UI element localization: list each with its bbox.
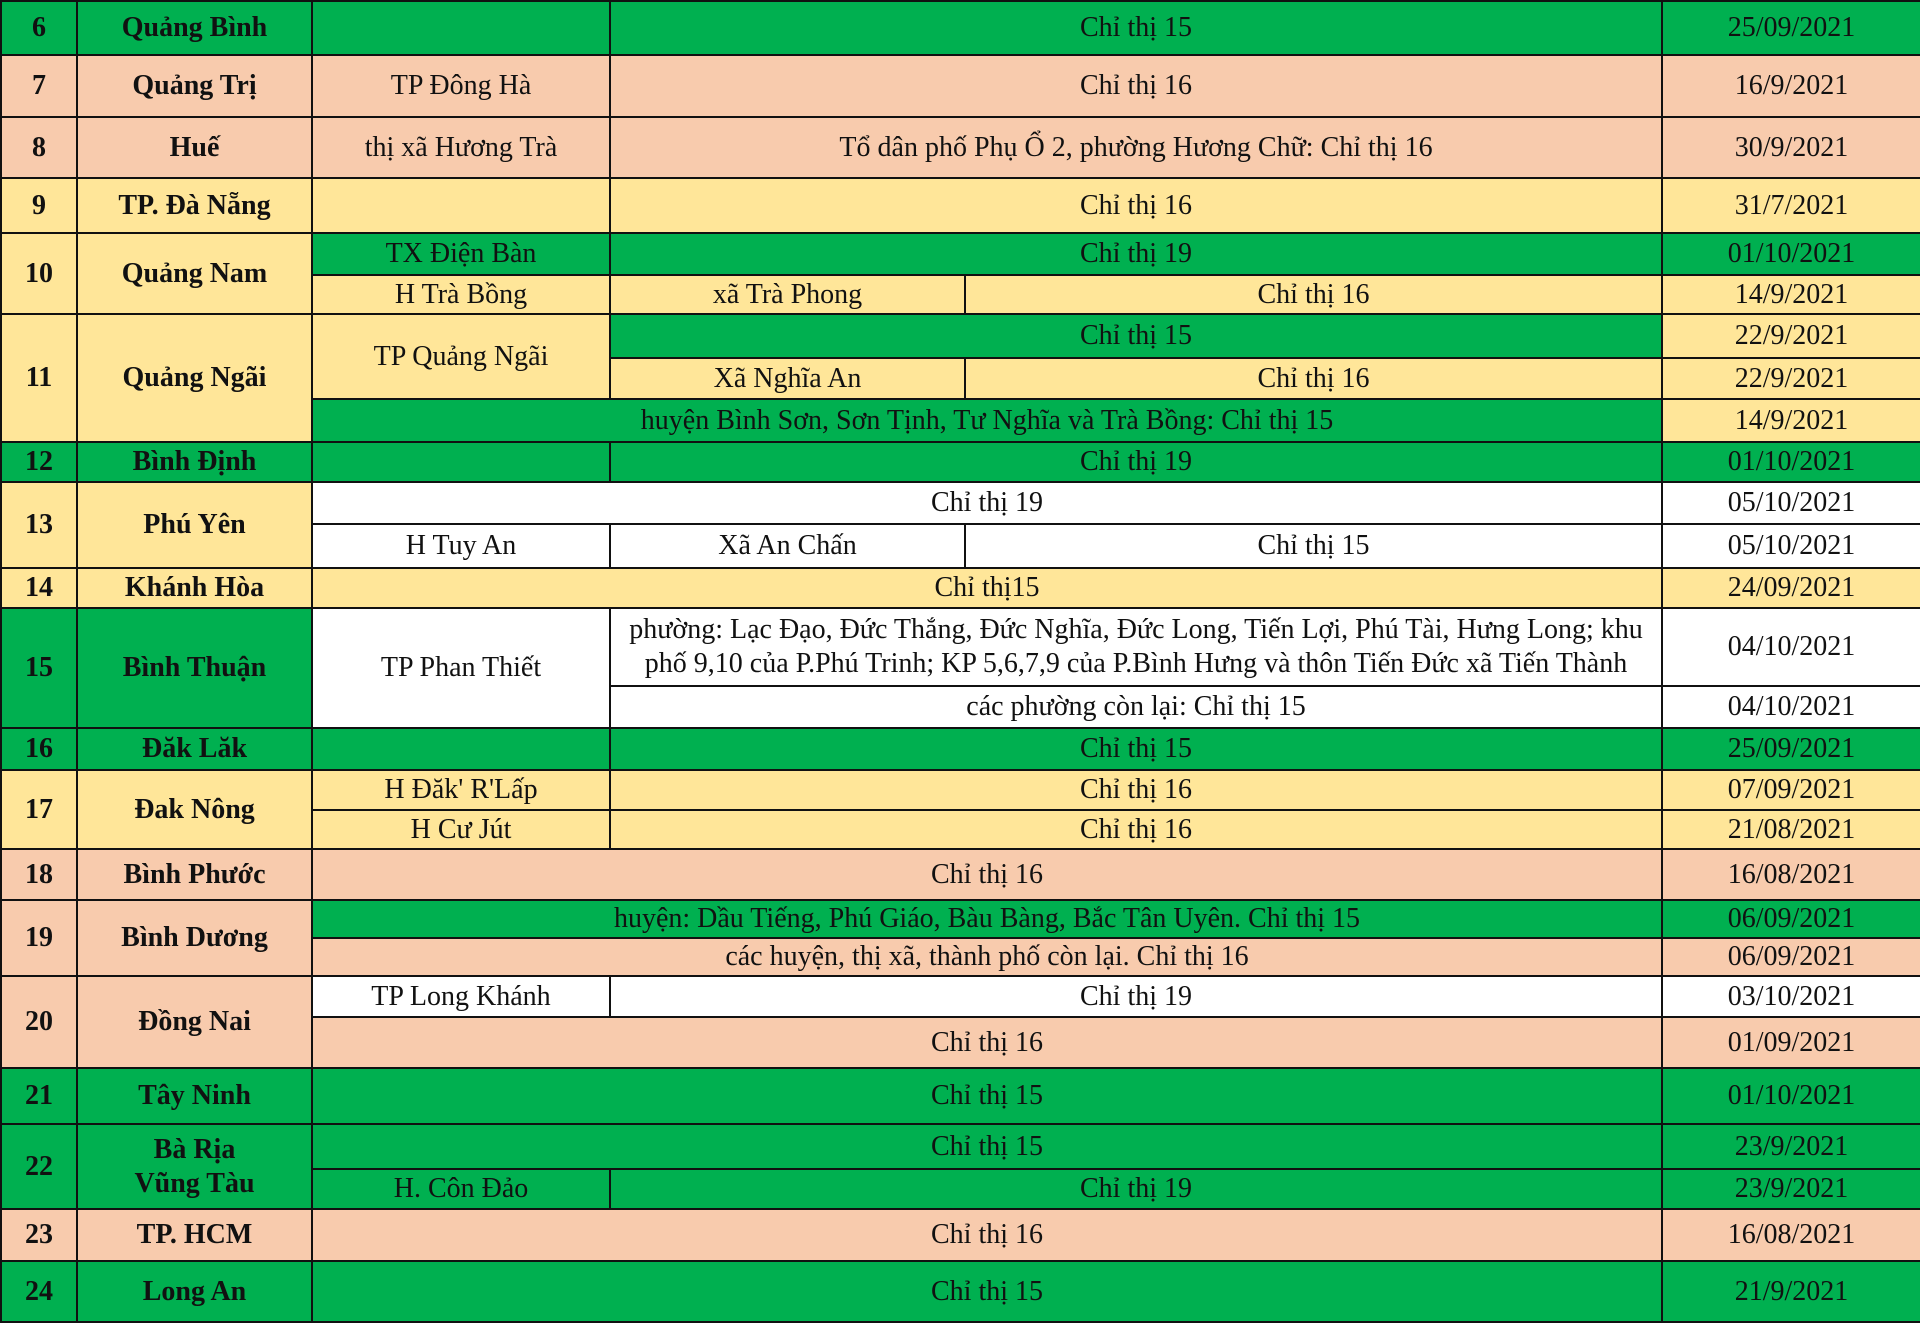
measure-cell: huyện: Dầu Tiếng, Phú Giáo, Bàu Bàng, Bắc Tân Uyên. Chỉ thị 15 [312, 900, 1662, 938]
measure-cell: Chỉ thị 19 [610, 1169, 1662, 1209]
commune-cell: xã Trà Phong [610, 275, 965, 314]
measure-cell: Chỉ thị 16 [312, 849, 1662, 900]
date-cell: 05/10/2021 [1662, 524, 1920, 568]
date-cell: 24/09/2021 [1662, 568, 1920, 608]
date-cell: 04/10/2021 [1662, 608, 1920, 686]
area-cell: H Tuy An [312, 524, 610, 568]
measure-cell: các phường còn lại: Chỉ thị 15 [610, 686, 1662, 728]
area-cell [312, 1, 610, 55]
measure-cell: Chỉ thị 15 [610, 314, 1662, 358]
area-cell: TP Long Khánh [312, 976, 610, 1017]
measure-cell: Chỉ thị 16 [610, 178, 1662, 233]
measure-cell: Chỉ thị 15 [965, 524, 1662, 568]
date-cell: 01/10/2021 [1662, 1068, 1920, 1124]
province-line: Vũng Tàu [134, 1167, 255, 1199]
measure-cell: Chỉ thị 16 [965, 275, 1662, 314]
table-row [1, 568, 1920, 608]
measure-cell: Chỉ thị 15 [610, 728, 1662, 770]
date-cell: 31/7/2021 [1662, 178, 1920, 233]
province-cell: Quảng Ngãi [77, 314, 312, 442]
table-row [1, 849, 1920, 900]
province-cell: TP. Đà Nẵng [77, 178, 312, 233]
measure-cell: Chỉ thị 16 [610, 810, 1662, 849]
province-cell: Quảng Bình [77, 1, 312, 55]
measure-cell: huyện Bình Sơn, Sơn Tịnh, Tư Nghĩa và Trà Bồng: Chỉ thị 15 [312, 399, 1662, 442]
date-cell: 01/09/2021 [1662, 1017, 1920, 1068]
measure-cell: Tổ dân phố Phụ Ổ 2, phường Hương Chữ: Chỉ thị 16 [610, 117, 1662, 178]
date-cell: 06/09/2021 [1662, 900, 1920, 938]
table-row [1, 442, 1920, 482]
commune-cell: Xã Nghĩa An [610, 358, 965, 399]
date-cell: 03/10/2021 [1662, 976, 1920, 1017]
stt-cell: 19 [1, 900, 77, 976]
stt-cell: 24 [1, 1261, 77, 1322]
stt-cell: 9 [1, 178, 77, 233]
measure-cell: Chỉ thị 19 [610, 233, 1662, 275]
area-cell: TX Điện Bàn [312, 233, 610, 275]
province-cell: TP. HCM [77, 1209, 312, 1261]
area-cell [312, 178, 610, 233]
date-cell: 05/10/2021 [1662, 482, 1920, 524]
measure-cell: Chỉ thị 16 [610, 55, 1662, 117]
stt-cell: 8 [1, 117, 77, 178]
table-row [1, 1068, 1920, 1124]
date-cell: 06/09/2021 [1662, 938, 1920, 976]
date-cell: 07/09/2021 [1662, 770, 1920, 810]
stt-cell: 11 [1, 314, 77, 442]
date-cell: 14/9/2021 [1662, 275, 1920, 314]
table-row [1, 233, 1920, 275]
area-cell [312, 442, 610, 482]
stt-cell: 21 [1, 1068, 77, 1124]
date-cell: 30/9/2021 [1662, 117, 1920, 178]
measure-line: phường: Lạc Đạo, Đức Thắng, Đức Nghĩa, Đức Long, Tiến Lợi, Phú Tài, Hưng Long; khu [629, 614, 1643, 645]
stt-cell: 12 [1, 442, 77, 482]
area-cell: TP Quảng Ngãi [312, 314, 610, 399]
stt-cell: 20 [1, 976, 77, 1068]
measure-cell: Chỉ thị 19 [312, 482, 1662, 524]
area-cell: H Đăk' R'Lấp [312, 770, 610, 810]
measure-cell: Chỉ thị 16 [312, 1017, 1662, 1068]
table-row [1, 900, 1920, 938]
measure-cell: Chỉ thị 19 [610, 442, 1662, 482]
stt-cell: 18 [1, 849, 77, 900]
date-cell: 04/10/2021 [1662, 686, 1920, 728]
area-cell: H. Côn Đảo [312, 1169, 610, 1209]
province-cell: Long An [77, 1261, 312, 1322]
table-row [1, 1209, 1920, 1261]
province-cell: Đồng Nai [77, 976, 312, 1068]
province-cell: Khánh Hòa [77, 568, 312, 608]
date-cell: 16/08/2021 [1662, 849, 1920, 900]
date-cell: 25/09/2021 [1662, 728, 1920, 770]
date-cell: 22/9/2021 [1662, 358, 1920, 399]
province-cell: Bình Thuận [77, 608, 312, 728]
measure-cell: Chỉ thị 15 [312, 1261, 1662, 1322]
date-cell: 21/9/2021 [1662, 1261, 1920, 1322]
table-row [1, 178, 1920, 233]
table-row [1, 314, 1920, 358]
stt-cell: 23 [1, 1209, 77, 1261]
province-cell: Bình Phước [77, 849, 312, 900]
stt-cell: 13 [1, 482, 77, 568]
measure-cell: Chỉ thị 16 [965, 358, 1662, 399]
stt-cell: 16 [1, 728, 77, 770]
province-cell: Đak Nông [77, 770, 312, 849]
measure-line: phố 9,10 của P.Phú Trinh; KP 5,6,7,9 của P.Bình Hưng và thôn Tiến Đức xã Tiến Thành [644, 648, 1628, 679]
province-cell: Bình Dương [77, 900, 312, 976]
area-cell: thị xã Hương Trà [312, 117, 610, 178]
date-cell: 01/10/2021 [1662, 442, 1920, 482]
table-row [1, 117, 1920, 178]
table-row [1, 482, 1920, 524]
stt-cell: 14 [1, 568, 77, 608]
province-cell [77, 1124, 312, 1209]
measure-cell: Chỉ thị 16 [312, 1209, 1662, 1261]
date-cell: 25/09/2021 [1662, 1, 1920, 55]
province-cell: Quảng Nam [77, 233, 312, 314]
date-cell: 16/08/2021 [1662, 1209, 1920, 1261]
measure-cell: Chỉ thị 15 [610, 1, 1662, 55]
area-cell: H Trà Bồng [312, 275, 610, 314]
stt-cell: 6 [1, 1, 77, 55]
province-cell: Tây Ninh [77, 1068, 312, 1124]
measure-cell: Chỉ thị 15 [312, 1124, 1662, 1169]
stt-cell: 7 [1, 55, 77, 117]
province-cell: Huế [77, 117, 312, 178]
province-cell: Đăk Lăk [77, 728, 312, 770]
date-cell: 16/9/2021 [1662, 55, 1920, 117]
date-cell: 01/10/2021 [1662, 233, 1920, 275]
table-row [1, 1261, 1920, 1322]
measure-cell [610, 608, 1662, 686]
measure-cell: Chỉ thị15 [312, 568, 1662, 608]
measure-cell: Chỉ thị 15 [312, 1068, 1662, 1124]
measure-cell: các huyện, thị xã, thành phố còn lại. Chỉ thị 16 [312, 938, 1662, 976]
province-cell: Bình Định [77, 442, 312, 482]
table-row [1, 1, 1920, 55]
table-row [1, 55, 1920, 117]
stt-cell: 10 [1, 233, 77, 314]
table-row [1, 770, 1920, 810]
date-cell: 14/9/2021 [1662, 399, 1920, 442]
province-cell: Phú Yên [77, 482, 312, 568]
area-cell: TP Phan Thiết [312, 608, 610, 728]
date-cell: 23/9/2021 [1662, 1124, 1920, 1169]
province-line: Bà Rịa [153, 1133, 236, 1165]
measure-cell: Chỉ thị 19 [610, 976, 1662, 1017]
area-cell [312, 728, 610, 770]
table-row [1, 728, 1920, 770]
commune-cell: Xã An Chấn [610, 524, 965, 568]
date-cell: 21/08/2021 [1662, 810, 1920, 849]
stt-cell: 17 [1, 770, 77, 849]
measure-cell: Chỉ thị 16 [610, 770, 1662, 810]
area-cell: H Cư Jút [312, 810, 610, 849]
date-cell: 22/9/2021 [1662, 314, 1920, 358]
stt-cell: 22 [1, 1124, 77, 1209]
stt-cell: 15 [1, 608, 77, 728]
table-row [1, 976, 1920, 1017]
table-row [1, 608, 1920, 686]
area-cell: TP Đông Hà [312, 55, 610, 117]
province-cell: Quảng Trị [77, 55, 312, 117]
date-cell: 23/9/2021 [1662, 1169, 1920, 1209]
table-row [1, 1124, 1920, 1169]
